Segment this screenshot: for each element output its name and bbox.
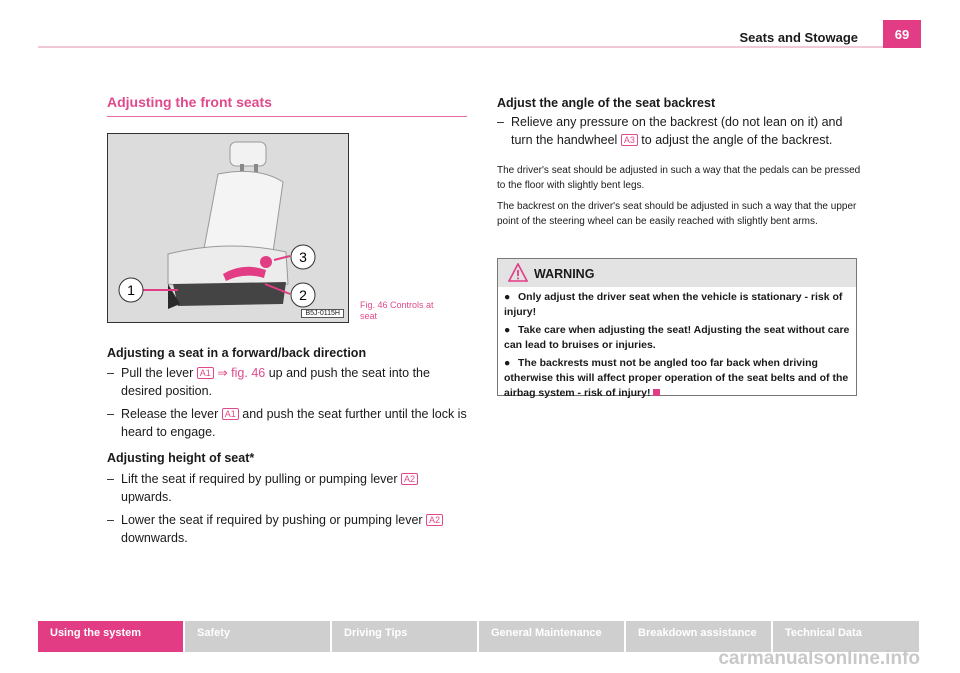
warning-box (497, 258, 857, 399)
ref-badge: A2 (426, 514, 443, 526)
tab-using-the-system[interactable]: Using the system (38, 621, 183, 652)
warning-header (498, 259, 856, 287)
header-rule (38, 46, 921, 48)
figure-link[interactable]: ⇒ fig. 46 (213, 366, 266, 380)
section-rule (107, 116, 467, 117)
seat-figure (107, 133, 349, 323)
tab-breakdown-assistance[interactable]: Breakdown assistance (626, 621, 771, 652)
end-marker-icon (653, 389, 660, 396)
step-text: Lift the seat if required by pulling or pumping lever (121, 472, 402, 486)
warning-item (498, 356, 856, 401)
warning-triangle-icon (508, 263, 528, 283)
step-dash: – (107, 366, 114, 380)
step-text: and push the seat further until the lock is heard to engage. (121, 407, 467, 439)
step-lift-seat (107, 470, 472, 506)
step-lower-seat (107, 511, 472, 547)
step-pull-lever (107, 364, 472, 400)
step-handwheel (497, 113, 857, 149)
step-dash: – (107, 407, 114, 421)
ref-badge: A2 (401, 473, 418, 485)
section-title: Adjusting the front seats (107, 94, 272, 110)
figure-code: B5J-0115H (301, 309, 344, 318)
watermark: carmanualsonline.info (718, 648, 920, 669)
step-dash: – (107, 472, 114, 486)
warning-item (498, 323, 856, 353)
subheading-backrest: Adjust the angle of the seat backrest (497, 96, 716, 110)
step-text: Pull the lever (121, 366, 197, 380)
step-text: up and push the seat into the desired position. (121, 366, 430, 398)
paragraph-pedals: The driver's seat should be adjusted in such a way that the pedals can be pressed to the floor with slightly bent legs. (497, 165, 861, 191)
step-text: to adjust the angle of the backrest. (637, 133, 833, 147)
figure-caption (360, 300, 434, 322)
step-dash: – (497, 115, 504, 129)
bullet-icon: ● (504, 324, 511, 336)
step-release-lever (107, 405, 472, 441)
subheading-height: Adjusting height of seat* (107, 451, 255, 465)
step-text: upwards. (121, 490, 172, 504)
callout-2-label: 2 (299, 287, 307, 303)
figure-caption-line1: Fig. 46 Controls at (360, 300, 434, 310)
callout-3 (290, 244, 316, 270)
bullet-icon: ● (504, 357, 511, 369)
tab-technical-data[interactable]: Technical Data (773, 621, 919, 652)
callout-3-label: 3 (299, 249, 307, 265)
callout-1-label: 1 (127, 282, 135, 298)
callout-2 (290, 282, 316, 308)
step-text: Release the lever (121, 407, 222, 421)
tab-safety[interactable]: Safety (185, 621, 330, 652)
ref-badge: A3 (621, 134, 638, 146)
tab-general-maintenance[interactable]: General Maintenance (479, 621, 624, 652)
warning-text: Take care when adjusting the seat! Adjusting the seat without care can lead to bruises or injuries. (504, 324, 850, 351)
step-text: Lower the seat if required by pushing or pumping lever (121, 513, 427, 527)
warning-text: The backrests must not be angled too far back when driving otherwise this will affect proper operation of the seat belts and of the airbag system - risk of injury! (504, 357, 849, 399)
bullet-icon: ● (504, 291, 511, 303)
callout-1 (118, 277, 144, 303)
warning-text: Only adjust the driver seat when the vehicle is stationary - risk of injury! (504, 291, 843, 318)
header-title: Seats and Stowage (739, 30, 858, 45)
figure-caption-line2: seat (360, 311, 378, 321)
subheading-forward-back: Adjusting a seat in a forward/back direction (107, 346, 367, 360)
ref-badge: A1 (197, 367, 214, 379)
warning-title: WARNING (534, 267, 595, 281)
paragraph-steering: The backrest on the driver's seat should be adjusted in such a way that the upper point of the steering wheel can be easily reached with slightly bent arms. (497, 201, 857, 227)
warning-item (498, 290, 856, 320)
page-number: 69 (883, 20, 921, 48)
ref-badge: A1 (222, 408, 239, 420)
tab-driving-tips[interactable]: Driving Tips (332, 621, 477, 652)
step-dash: – (107, 513, 114, 527)
step-text: downwards. (121, 531, 188, 545)
step-text: Relieve any pressure on the backrest (do not lean on it) and turn the handwheel (511, 115, 843, 147)
